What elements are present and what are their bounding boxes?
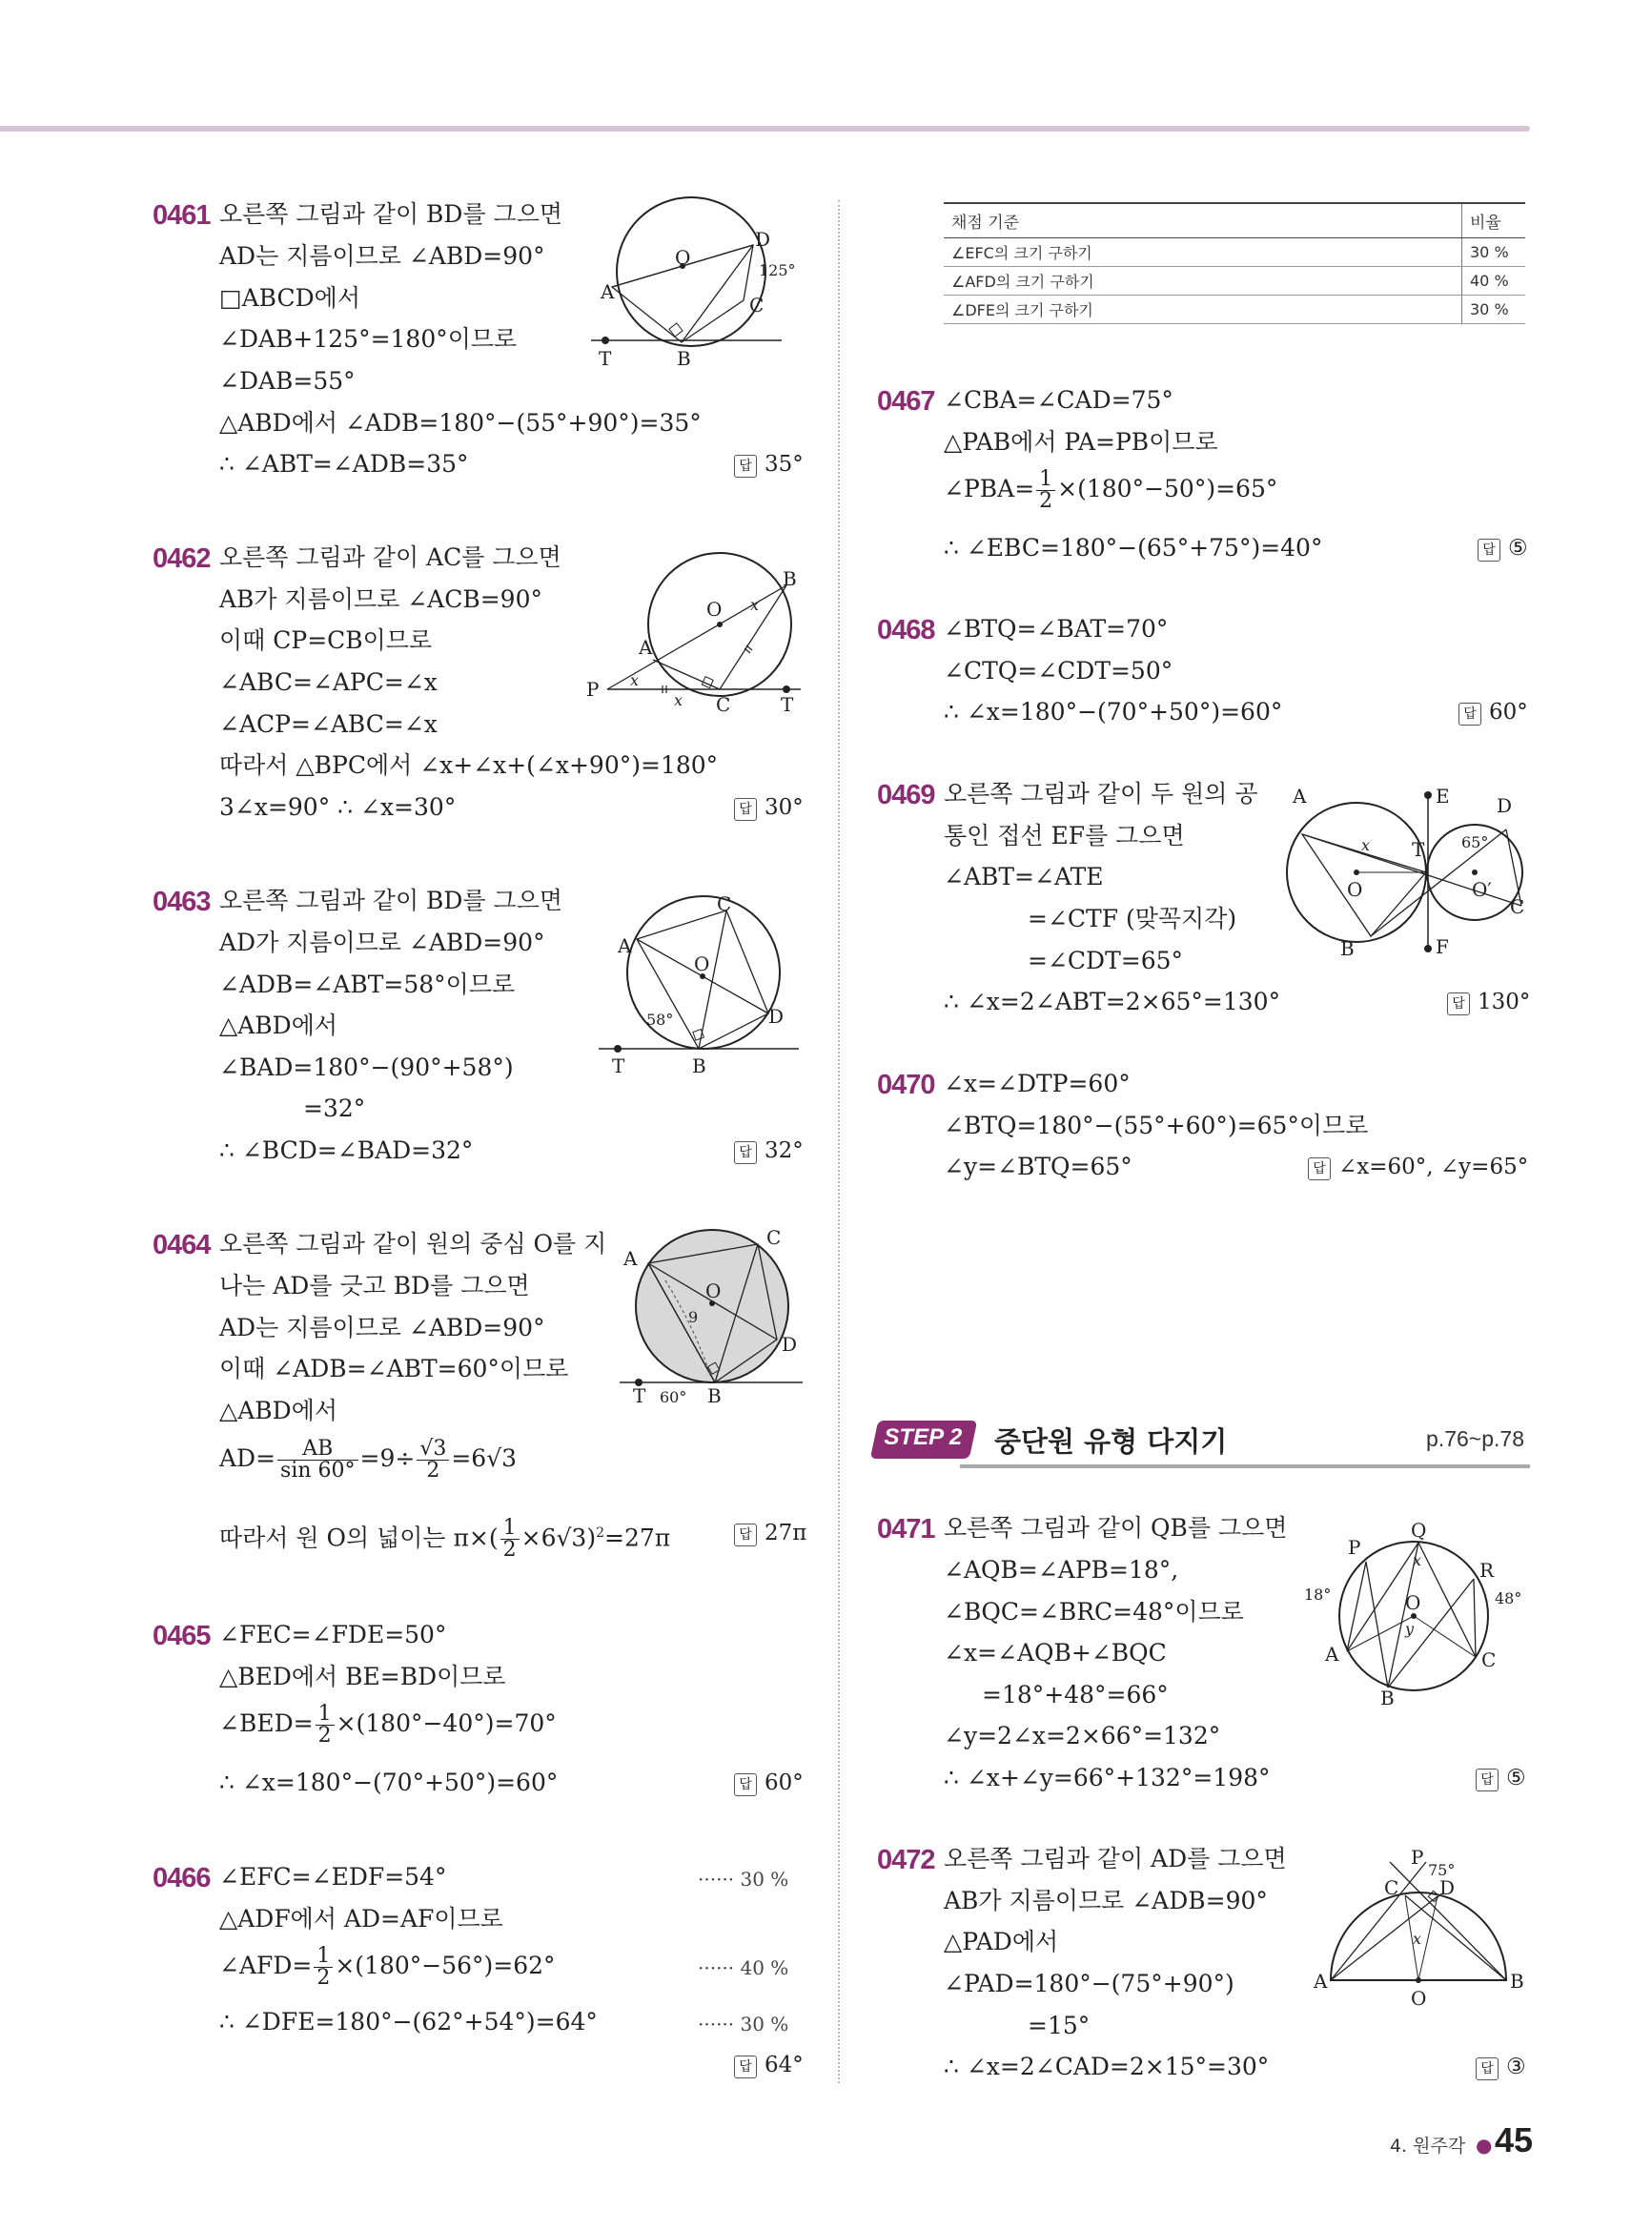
answer-value: 35° (765, 452, 804, 477)
frac-num: 1 (316, 1704, 335, 1726)
fraction-half (1036, 469, 1055, 512)
bed-post: ×(180°−40°)=70° (336, 1709, 557, 1737)
line-3: ∴ ∠EBC=180°−(65°+75°)=40° (944, 534, 1323, 562)
line-6: ∴ ∠x=2∠ABT=2×65°=130° (944, 988, 1281, 1015)
label-A: A (601, 280, 615, 303)
label-Q: Q (1411, 1519, 1427, 1542)
figure-0461 (591, 195, 796, 381)
answer (1458, 698, 1528, 726)
line-4: 이때 ∠ADB=∠ABT=60°이므로 (219, 1355, 569, 1382)
line-1: 오른쪽 그림과 같이 AD를 그으면 (944, 1845, 1287, 1872)
label-D: D (1497, 794, 1513, 817)
answer-mark-icon: 답 (734, 2056, 757, 2078)
line-6: 따라서 △BPC에서 ∠x+∠x+(∠x+90°)=180° (219, 751, 719, 779)
problem-number: 0463 (153, 887, 211, 917)
label-A: A (639, 636, 653, 659)
line-4: ∠PAD=180°−(75°+90°) (944, 1970, 1234, 1997)
rubric-criterion: ∠DFE의 크기 구하기 (944, 296, 1462, 324)
answer (734, 1136, 804, 1165)
problem-number: 0461 (153, 200, 211, 231)
rubric-criterion: ∠EFC의 크기 구하기 (944, 238, 1462, 267)
answer-mark-icon: 답 (1476, 2057, 1499, 2080)
rubric-row (944, 296, 1525, 324)
line-2: AD가 지름이므로 ∠ABD=90° (219, 929, 545, 956)
line-2: AD는 지름이므로 ∠ABD=90° (219, 242, 545, 270)
line-1: ∠CBA=∠CAD=75° (944, 386, 1173, 414)
step-badge (870, 1421, 978, 1459)
line-2: △PAB에서 PA=PB이므로 (944, 428, 1218, 456)
label-O: O (706, 598, 723, 621)
label-T: T (612, 1054, 625, 1077)
answer (1476, 1764, 1526, 1792)
fraction-half (500, 1518, 520, 1561)
label-C: C (716, 693, 731, 716)
line-5: =15° (1028, 2012, 1091, 2039)
label-B: B (1380, 1687, 1395, 1709)
answer (734, 1519, 806, 1547)
eq-mid: =9÷ (359, 1444, 416, 1472)
frac-num: 1 (500, 1518, 520, 1540)
line-2: AB가 지름이므로 ∠ADB=90° (944, 1887, 1268, 1914)
figure-0463 (599, 891, 804, 1077)
line-3: ∠y=∠BTQ=65° (944, 1153, 1132, 1180)
answer-value: ⑤ (1506, 1766, 1526, 1790)
eq-lhs: AD= (219, 1444, 276, 1472)
answer-value: 32° (765, 1138, 804, 1163)
line-6: △ABD에서 ∠ADB=180°−(55°+90°)=35° (219, 409, 702, 437)
line-3: ∴ ∠x=180°−(70°+50°)=60° (219, 1769, 559, 1796)
answer (734, 1769, 804, 1797)
answer (1476, 2053, 1526, 2081)
answer-value: 130° (1478, 990, 1531, 1014)
label-P: P (1348, 1536, 1361, 1559)
figure-0472 (1314, 1845, 1533, 2012)
line-2: △BED에서 BE=BD이므로 (219, 1663, 506, 1690)
line-4: ∠DAB+125°=180°이므로 (219, 325, 518, 353)
label-A: A (1325, 1643, 1339, 1666)
answer-mark-icon: 답 (1478, 539, 1500, 562)
rubric-row (944, 267, 1525, 296)
answer (1478, 534, 1528, 563)
label-E: E (1436, 785, 1450, 808)
line-2: ∠BTQ=180°−(55°+60°)=65°이므로 (944, 1112, 1369, 1139)
line-2: ∠CTQ=∠CDT=50° (944, 657, 1173, 685)
afd-post: ×(180°−56°)=62° (335, 1952, 556, 1979)
answer (1308, 1153, 1528, 1181)
problem-number: 0468 (877, 615, 935, 645)
label-T: T (1412, 838, 1425, 861)
label-48: 48° (1495, 1589, 1522, 1607)
line-2: 통인 접선 EF를 그으면 (944, 822, 1185, 849)
problem-number: 0462 (153, 543, 211, 574)
problem-number: 0470 (877, 1070, 935, 1100)
step2-section-header (874, 1409, 1530, 1476)
label-x-3: x (674, 691, 683, 709)
area-end: =27π (604, 1524, 671, 1552)
frac-den: 2 (317, 1724, 332, 1748)
frac-den: sin 60° (280, 1459, 356, 1483)
label-C: C (717, 892, 732, 915)
answer-value: ③ (1506, 2055, 1526, 2079)
line-3: ∠BQC=∠BRC=48°이므로 (944, 1598, 1244, 1626)
line-4: △ABD에서 (219, 1012, 337, 1039)
answer-mark-icon: 답 (734, 1524, 757, 1546)
label-C: C (1510, 895, 1525, 918)
pba-line (944, 462, 1277, 516)
label-B: B (1510, 1970, 1524, 1993)
answer-value: 30° (765, 795, 804, 820)
label-C: C (1481, 1648, 1497, 1671)
answer (734, 793, 804, 822)
label-T: T (781, 693, 794, 716)
label-O: O (705, 1279, 722, 1302)
line-7: ∴ ∠x+∠y=66°+132°=198° (944, 1764, 1271, 1791)
rubric-header-ratio: 비율 (1462, 203, 1526, 238)
frac-num: 1 (314, 1946, 333, 1968)
label-F: F (1436, 935, 1449, 958)
answer-value: 27π (765, 1521, 807, 1545)
answer-value: ∠x=60°, ∠y=65° (1338, 1155, 1529, 1179)
label-D: D (782, 1333, 798, 1356)
label-A: A (1314, 1970, 1328, 1993)
section-title: 중단원 유형 다지기 (994, 1425, 1228, 1458)
line-7: 3∠x=90° ∴ ∠x=30° (219, 793, 457, 821)
line-5: ∠ACP=∠ABC=∠x (219, 710, 438, 738)
line-2: 나는 AD를 긋고 BD를 그으면 (219, 1272, 530, 1299)
label-A: A (623, 1247, 638, 1270)
line-3: ∴ ∠x=180°−(70°+50°)=60° (944, 698, 1283, 726)
label-O: O (675, 246, 691, 269)
label-C: C (1384, 1876, 1399, 1899)
line-3: ∴ ∠DFE=180°−(62°+54°)=64° (219, 2008, 598, 2036)
label-O: O (1405, 1591, 1421, 1614)
fraction-root3 (417, 1439, 449, 1482)
pba-pre: ∠PBA= (944, 475, 1035, 502)
answer (1447, 988, 1530, 1016)
answer (734, 2051, 804, 2079)
answer-mark-icon: 답 (734, 1141, 757, 1164)
label-B: B (783, 567, 797, 590)
label-125: 125° (759, 261, 796, 279)
line-4: ∠x=∠AQB+∠BQC (944, 1639, 1167, 1667)
area-post: ×6√3) (520, 1524, 597, 1552)
problem-number: 0464 (153, 1230, 211, 1260)
area-line (219, 1506, 670, 1565)
label-60: 60° (660, 1388, 687, 1406)
line-5: =∠CDT=65° (1028, 947, 1184, 974)
label-C: C (766, 1226, 782, 1249)
line-1: 오른쪽 그림과 같이 AC를 그으면 (219, 543, 561, 571)
answer (734, 450, 804, 479)
label-O: O (1347, 878, 1363, 901)
rubric-ratio: 30 % (1462, 238, 1526, 267)
chapter-label: 4. 원주각 (1390, 2136, 1466, 2157)
line-2: ∠AQB=∠APB=18°, (944, 1556, 1179, 1584)
line-2: AB가 지름이므로 ∠ACB=90° (219, 585, 542, 613)
line-1: 오른쪽 그림과 같이 BD를 그으면 (219, 200, 563, 228)
problem-number: 0466 (153, 1863, 211, 1893)
label-58: 58° (646, 1011, 674, 1029)
page-range: p.76~p.78 (1426, 1426, 1524, 1451)
frac-den: 2 (316, 1966, 331, 1990)
ad-equation (219, 1432, 517, 1485)
top-decorative-bar (0, 126, 1530, 132)
frac-den: 2 (426, 1459, 440, 1483)
answer-mark-icon: 답 (1447, 992, 1470, 1015)
figure-0464 (620, 1225, 810, 1411)
line-7: ∴ ∠BCD=∠BAD=32° (219, 1136, 474, 1164)
label-O: O (694, 952, 710, 975)
step-badge-text: STEP 2 (884, 1424, 963, 1450)
line-7: ∴ ∠ABT=∠ADB=35° (219, 450, 469, 478)
label-P: P (586, 678, 600, 701)
fraction-half (314, 1946, 333, 1989)
frac-den: 2 (1039, 489, 1053, 513)
bullet-dot-icon: ● (1476, 2134, 1493, 2157)
line-1: 오른쪽 그림과 같이 QB를 그으면 (944, 1514, 1288, 1542)
pba-post: ×(180°−50°)=65° (1057, 475, 1278, 502)
line-5: ∠BAD=180°−(90°+58°) (219, 1054, 514, 1081)
label-P: P (1411, 1846, 1424, 1869)
page-number: 45 (1495, 2120, 1534, 2159)
label-65: 65° (1461, 833, 1489, 851)
fraction-half (316, 1704, 335, 1747)
label-x-2: x (630, 671, 640, 689)
line-3: ∠ADB=∠ABT=58°이므로 (219, 971, 516, 998)
answer-value: ⑤ (1508, 536, 1528, 561)
area-exponent: 2 (596, 1525, 604, 1541)
answer-mark-icon: 답 (734, 1773, 757, 1796)
answer-mark-icon: 답 (1458, 703, 1481, 726)
column-divider (838, 200, 840, 2083)
label-9: 9 (688, 1308, 699, 1326)
line-1: 오른쪽 그림과 같이 원의 중심 O를 지 (219, 1230, 607, 1258)
line-2: △ADF에서 AD=AF이므로 (219, 1905, 503, 1933)
label-T: T (633, 1384, 646, 1407)
label-18: 18° (1304, 1586, 1332, 1604)
bed-pre: ∠BED= (219, 1709, 314, 1737)
line-5: =18°+48°=66° (982, 1681, 1169, 1708)
label-R: R (1479, 1559, 1495, 1582)
problem-number: 0465 (153, 1621, 211, 1651)
label-D: D (768, 1005, 785, 1028)
label-C: C (749, 294, 765, 317)
line-1: ∠EFC=∠EDF=54° (219, 1863, 447, 1891)
answer-value: 60° (1489, 700, 1528, 725)
frac-num: AB (277, 1439, 357, 1461)
bed-line (219, 1697, 557, 1750)
percent-3: ······ 30 % (698, 2013, 789, 2036)
label-O-prime: O′ (1472, 878, 1492, 901)
afd-pre: ∠AFD= (219, 1952, 313, 1979)
rubric-header-row (944, 203, 1525, 238)
scoring-rubric-table (944, 202, 1525, 324)
line-1: 오른쪽 그림과 같이 BD를 그으면 (219, 887, 563, 914)
line-6: =32° (303, 1095, 366, 1122)
label-D: D (755, 228, 771, 251)
line-6: ∠y=2∠x=2×66°=132° (944, 1722, 1221, 1749)
label-D: D (1439, 1876, 1456, 1899)
frac-den: 2 (502, 1538, 517, 1563)
answer-mark-icon: 답 (1476, 1769, 1499, 1791)
area-pre: 따라서 원 O의 넓이는 π×( (219, 1524, 499, 1552)
answer-mark-icon: 답 (1308, 1157, 1331, 1180)
frac-num: √3 (417, 1439, 449, 1461)
line-4: ∠ABC=∠APC=∠x (219, 668, 438, 696)
label-75: 75° (1428, 1861, 1456, 1879)
label-B: B (692, 1054, 706, 1077)
line-1: 오른쪽 그림과 같이 두 원의 공 (944, 780, 1258, 808)
figure-0469 (1285, 782, 1533, 958)
problem-number: 0472 (877, 1845, 935, 1875)
eq-rhs: =6√3 (451, 1444, 518, 1472)
percent-1: ······ 30 % (698, 1868, 789, 1891)
rubric-ratio: 30 % (1462, 296, 1526, 324)
line-3: 이때 CP=CB이므로 (219, 626, 433, 654)
rubric-row (944, 238, 1525, 267)
answer-value: 60° (765, 1770, 804, 1795)
frac-num: 1 (1036, 469, 1055, 491)
afd-line (219, 1939, 556, 1993)
label-x-1: x (750, 596, 760, 614)
line-1: ∠x=∠DTP=60° (944, 1070, 1131, 1097)
problem-number: 0469 (877, 780, 935, 810)
label-x: x (1413, 1551, 1422, 1569)
label-O: O (1411, 1987, 1427, 2010)
rubric-criterion: ∠AFD의 크기 구하기 (944, 267, 1462, 296)
rubric-header-criterion: 채점 기준 (944, 203, 1462, 238)
label-A: A (618, 934, 632, 957)
line-3: △PAD에서 (944, 1928, 1059, 1955)
problem-number: 0471 (877, 1514, 935, 1545)
section-rule (960, 1464, 1530, 1468)
fraction-ab-sin (277, 1439, 357, 1482)
line-3: ∠ABT=∠ATE (944, 863, 1104, 890)
rubric-ratio: 40 % (1462, 267, 1526, 296)
label-y: y (1405, 1620, 1415, 1638)
line-4: =∠CTF (맞꼭지각) (1028, 905, 1237, 932)
label-A: A (1293, 785, 1307, 808)
line-5: ∠DAB=55° (219, 367, 356, 395)
answer-value: 64° (765, 2053, 804, 2077)
line-3: AD는 지름이므로 ∠ABD=90° (219, 1314, 545, 1341)
label-B: B (1340, 937, 1355, 960)
answer-mark-icon: 답 (734, 455, 757, 478)
line-1: ∠FEC=∠FDE=50° (219, 1621, 447, 1648)
figure-0462 (586, 551, 806, 718)
label-T: T (599, 347, 612, 370)
label-x: x (1413, 1930, 1422, 1948)
line-1: ∠BTQ=∠BAT=70° (944, 615, 1169, 643)
label-x: x (1361, 836, 1371, 854)
answer-mark-icon: 답 (734, 798, 757, 821)
line-6: ∴ ∠x=2∠CAD=2×15°=30° (944, 2053, 1270, 2080)
problem-number: 0467 (877, 386, 935, 417)
label-B: B (677, 347, 691, 370)
label-B: B (707, 1384, 722, 1407)
figure-0471 (1304, 1516, 1533, 1707)
line-3: □ABCD에서 (219, 284, 360, 312)
line-5: △ABD에서 (219, 1397, 337, 1424)
percent-2: ······ 40 % (698, 1956, 789, 1979)
